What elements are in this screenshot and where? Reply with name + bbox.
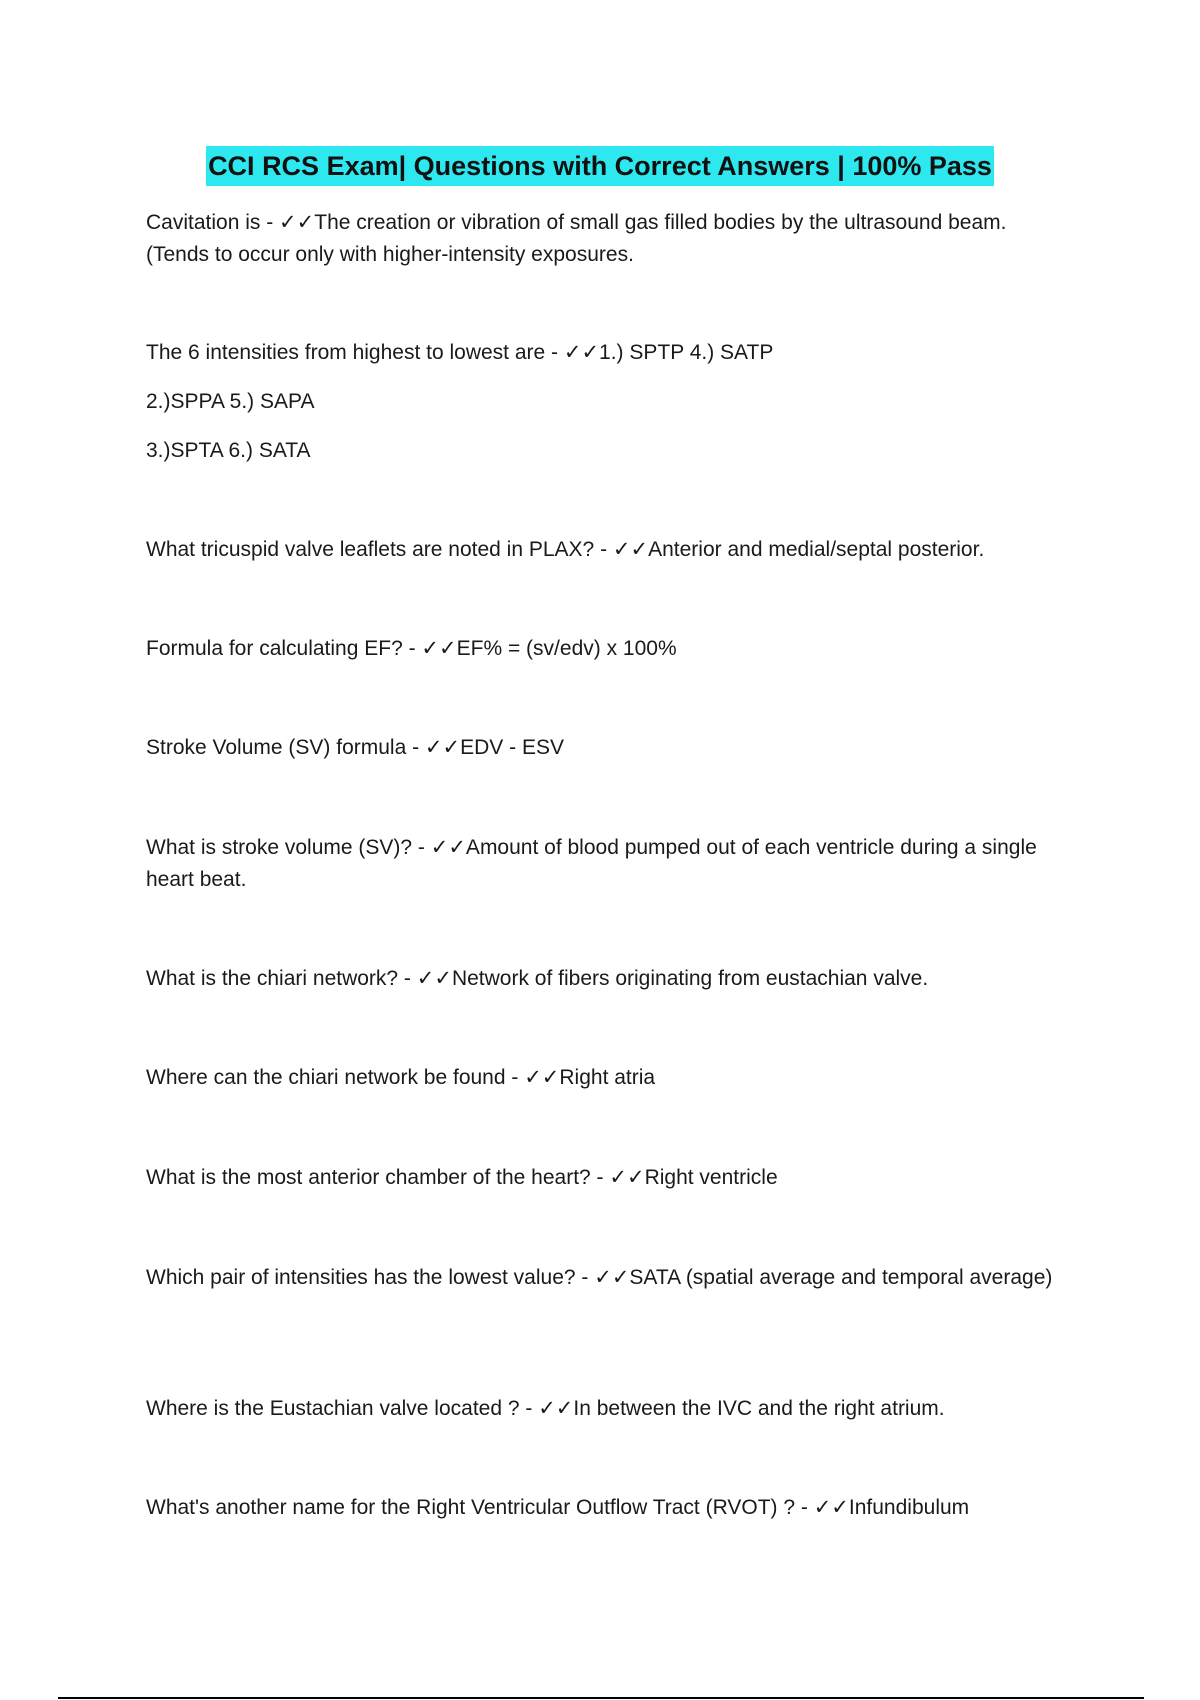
qa-entry-sv-definition: What is stroke volume (SV)? - ✓✓Amount of blood pumped out of each ventricle during a single heart beat. (146, 836, 1037, 891)
qa-entry-cavitation: Cavitation is - ✓✓The creation or vibration of small gas filled bodies by the ultrasound beam. (Tends to occur only with higher-intensity exposures. (146, 211, 1007, 266)
qa-entry-intensities-line-2: 2.)SPPA 5.) SAPA (146, 390, 315, 413)
qa-entry-tricuspid: What tricuspid valve leaflets are noted in PLAX? - ✓✓Anterior and medial/septal posterior. (146, 538, 985, 561)
qa-entry-sv-formula: Stroke Volume (SV) formula - ✓✓EDV - ESV (146, 736, 564, 759)
bottom-divider (58, 1697, 1144, 1699)
qa-entry-chiari-network: What is the chiari network? - ✓✓Network of fibers originating from eustachian valve. (146, 967, 929, 990)
document-title: CCI RCS Exam| Questions with Correct Answers | 100% Pass (206, 146, 994, 186)
title-container (0, 146, 1200, 186)
qa-entry-anterior-chamber: What is the most anterior chamber of the heart? - ✓✓Right ventricle (146, 1166, 778, 1189)
qa-entry-eustachian-valve: Where is the Eustachian valve located ? - ✓✓In between the IVC and the right atrium. (146, 1397, 945, 1420)
qa-entry-lowest-intensity: Which pair of intensities has the lowest value? - ✓✓SATA (spatial average and temporal average) (146, 1266, 1053, 1289)
qa-entry-rvot: What's another name for the Right Ventricular Outflow Tract (RVOT) ? - ✓✓Infundibulum (146, 1496, 970, 1519)
qa-entry-intensities: The 6 intensities from highest to lowest are - ✓✓1.) SPTP 4.) SATP (146, 341, 774, 364)
qa-entry-chiari-location: Where can the chiari network be found - ✓✓Right atria (146, 1066, 656, 1089)
qa-entry-ef-formula: Formula for calculating EF? - ✓✓EF% = (sv/edv) x 100% (146, 637, 677, 660)
qa-entry-intensities-line-3: 3.)SPTA 6.) SATA (146, 439, 311, 462)
